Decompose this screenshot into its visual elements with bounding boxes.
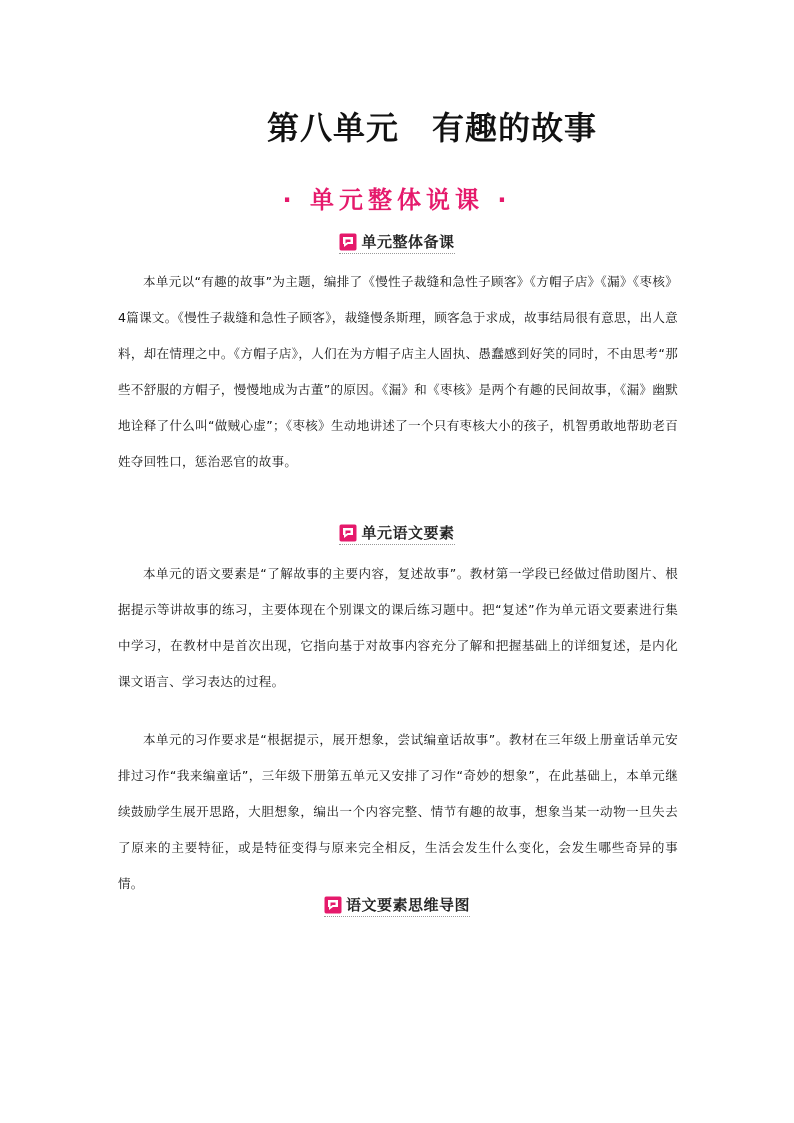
section-heading-unit-prep: [0, 231, 794, 255]
section-heading-text: 单元整体备课: [361, 233, 455, 251]
section-heading-mind-map: [0, 894, 794, 918]
section-heading-box: [324, 894, 470, 917]
speech-bubble-icon: [324, 896, 342, 914]
section-heading-box: [339, 231, 454, 254]
section-heading-box: [339, 522, 454, 545]
paragraph-unit-prep: 本单元以“有趣的故事”为主题，编排了《慢性子裁缝和急性子顾客》《方帽子店》《漏》《枣核》4篇课文。《慢性子裁缝和急性子顾客》，裁缝慢条斯理，顾客急于求成，故事结局很有意思，出人意料，却在情理之中。《方帽子店》，人们在为方帽子店主人固执、愚蠢感到好笑的同时，不由思考“那些不舒服的方帽子，慢慢地成为古董”的原因。《漏》和《枣核》是两个有趣的民间故事，《漏》幽默地诠释了什么叫“做贼心虚”；《枣核》生动地讲述了一个只有枣核大小的孩子，机智勇敢地帮助老百姓夺回牲口，惩治恶官的故事。: [118, 274, 678, 469]
speech-bubble-icon: [339, 233, 357, 251]
page-title: 第八单元 有趣的故事: [266, 109, 597, 147]
paragraph-language-elements: 本单元的语文要素是“了解故事的主要内容，复述故事”。教材第一学段已经做过借助图片、根据提示等讲故事的练习，主要体现在个别课文的课后练习题中。把“复述”作为单元语文要素进行集中学习，在教材中是首次出现，它指向基于对故事内容充分了解和把握基础上的详细复述，是内化课文语言、学习表达的过程。: [118, 566, 678, 689]
page-subtitle: · 单元整体说课 ·: [282, 186, 512, 214]
speech-bubble-icon: [339, 524, 357, 542]
section-heading-language-elements: [0, 522, 794, 546]
section-heading-text: 语文要素思维导图: [345, 896, 470, 914]
section-heading-text: 单元语文要素: [361, 524, 455, 542]
paragraph-writing-requirements: 本单元的习作要求是“根据提示，展开想象，尝试编童话故事”。教材在三年级上册童话单元安排过习作“我来编童话”，三年级下册第五单元又安排了习作“奇妙的想象”，在此基础上，本单元继续鼓励学生展开思路，大胆想象，编出一个内容完整、情节有趣的故事，想象当某一动物一旦失去了原来的主要特征，或是特征变得与原来完全相反，生活会发生什么变化，会发生哪些奇异的事情。: [118, 732, 678, 891]
